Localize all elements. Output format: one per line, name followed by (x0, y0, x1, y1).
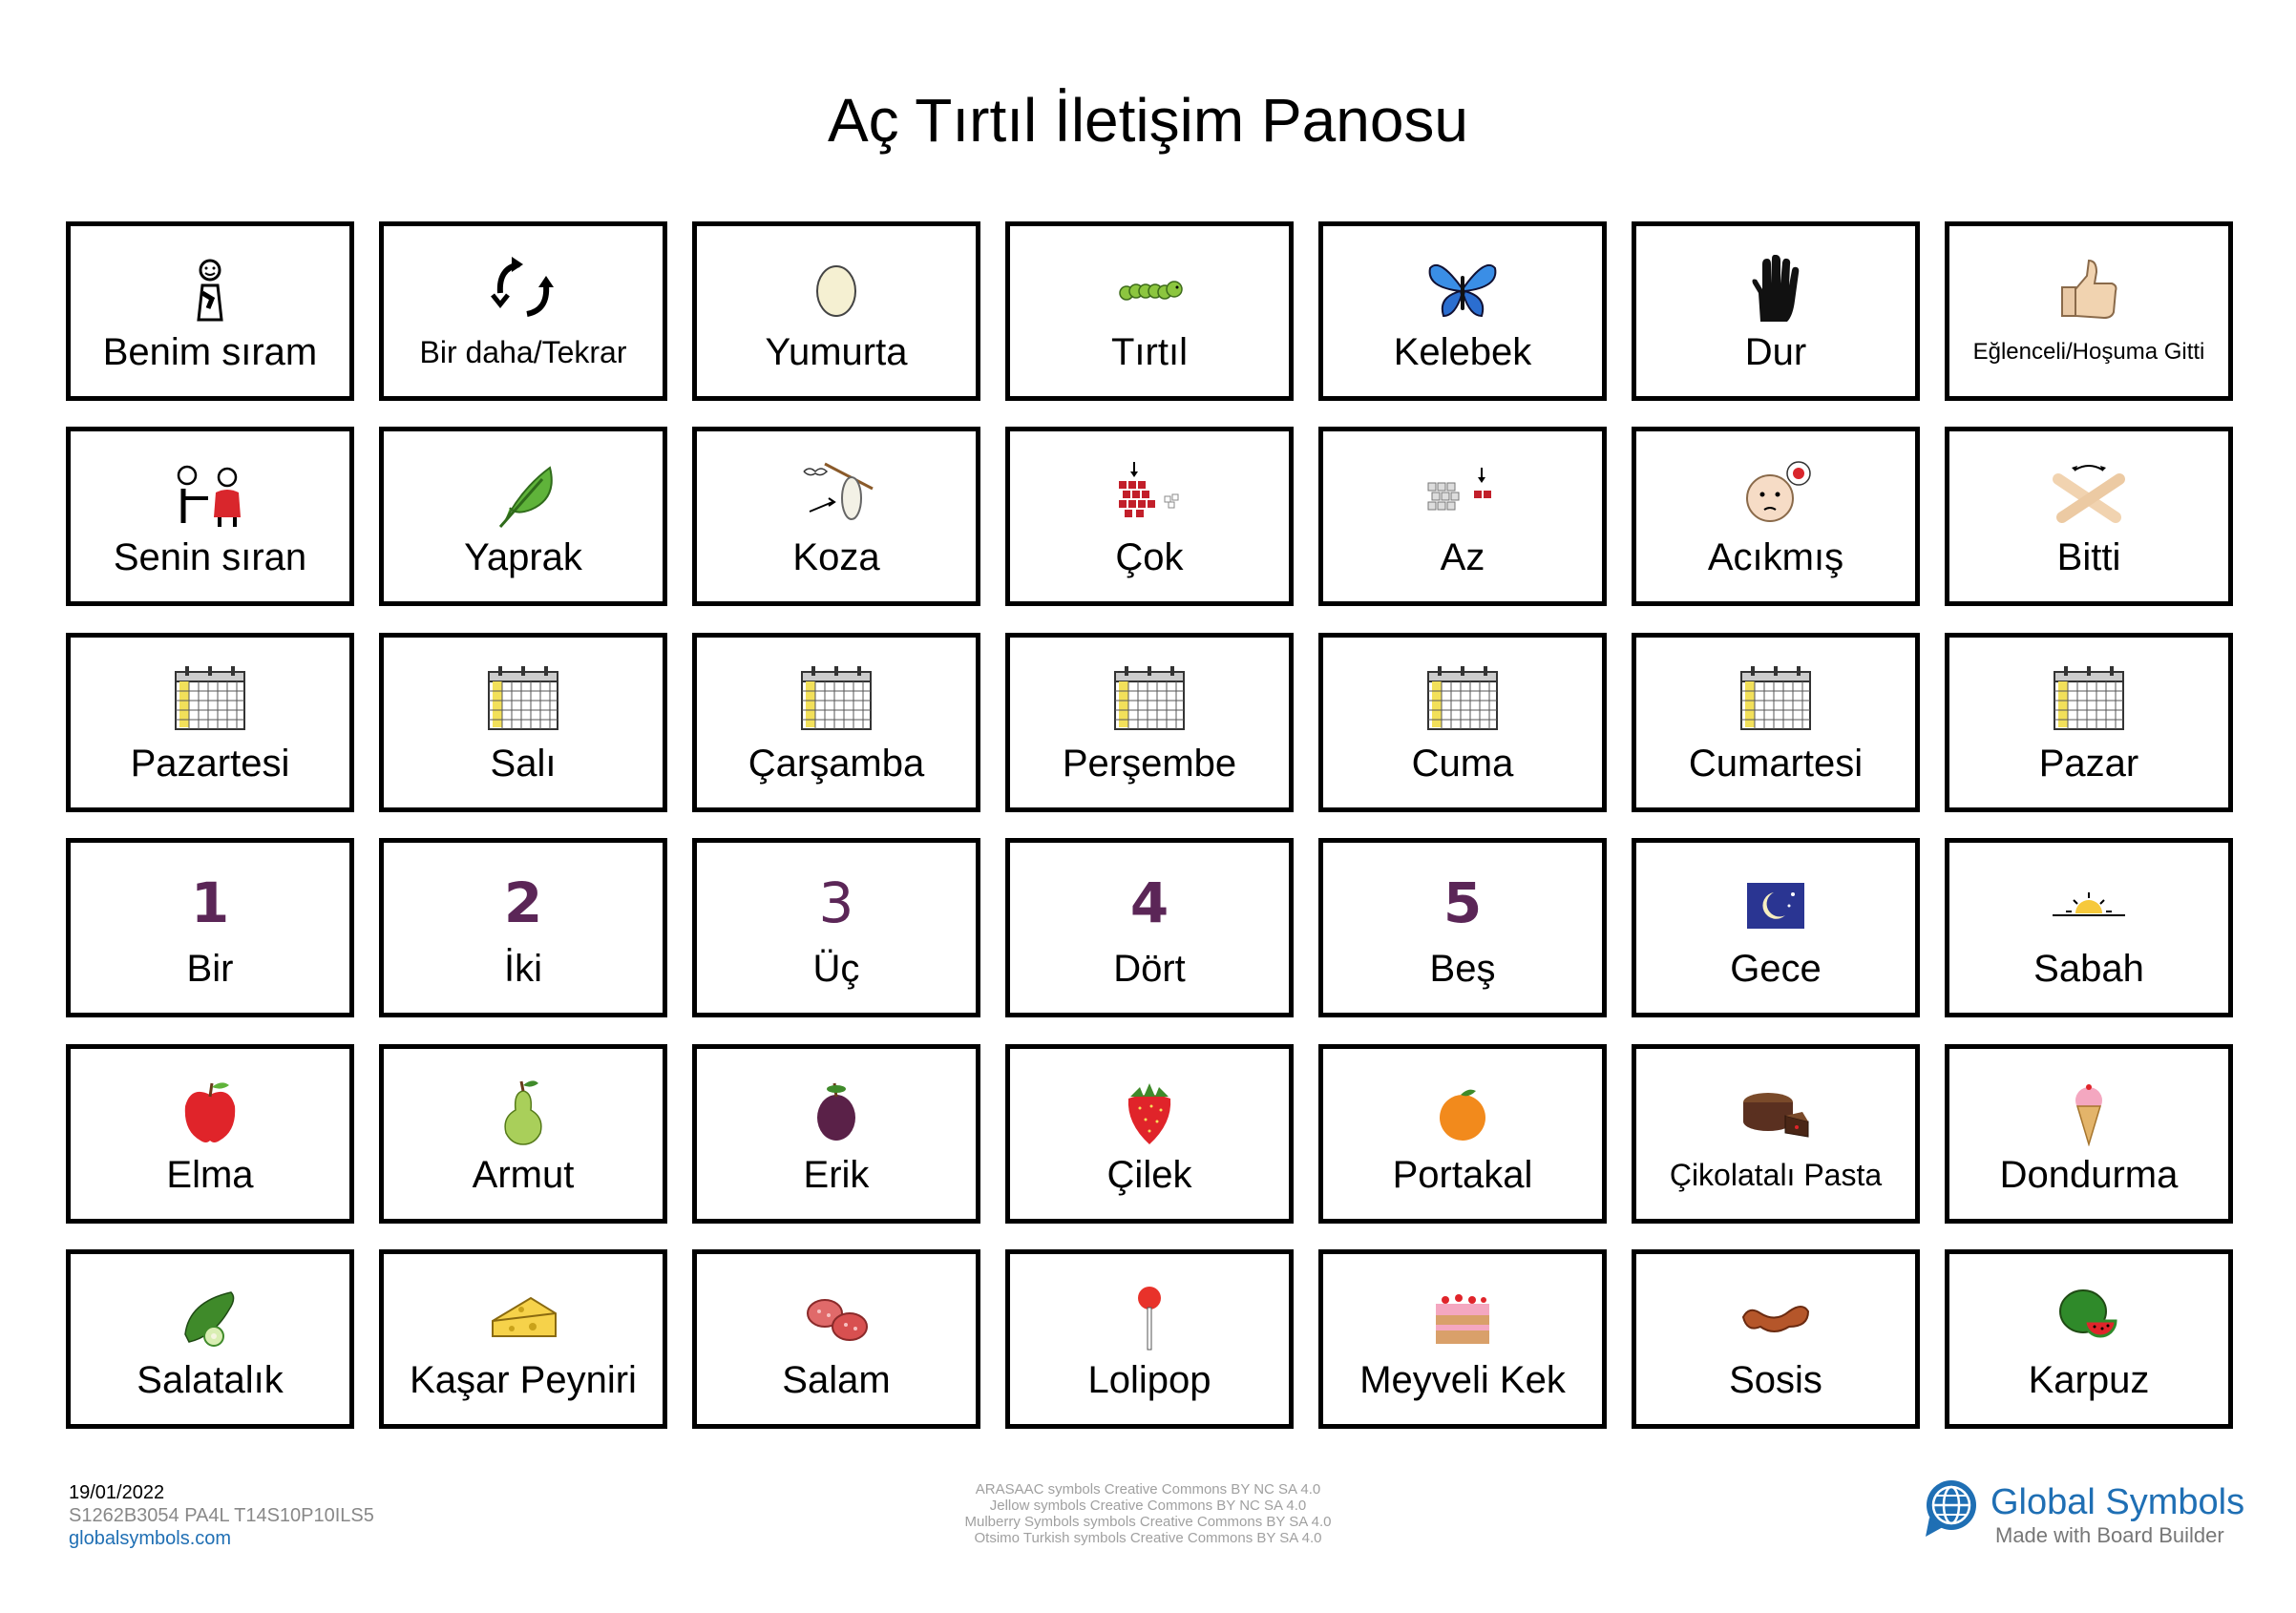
calendar-icon (1109, 666, 1190, 735)
symbol-cell-cumartesi[interactable] (1632, 633, 1920, 812)
board-title: Aç Tırtıl İletişim Panosu (827, 86, 1469, 155)
symbol-cell-karpuz[interactable] (1945, 1249, 2233, 1429)
symbol-cell-bir-daha-tekrar[interactable] (379, 221, 667, 401)
symbol-cell-pazar[interactable] (1945, 633, 2233, 812)
sausage-icon (1736, 1283, 1816, 1351)
symbol-cell-portakal[interactable] (1318, 1044, 1607, 1224)
fruit-cake-icon (1422, 1283, 1503, 1351)
cell-label: Salam (782, 1358, 891, 1401)
symbol-cell-az[interactable] (1318, 427, 1607, 606)
symbol-cell-sali[interactable] (379, 633, 667, 812)
lollipop-icon (1109, 1283, 1190, 1351)
cell-label: Cuma (1411, 742, 1514, 785)
brand-name: Global Symbols (1991, 1482, 2245, 1522)
cell-label: Cumartesi (1688, 742, 1864, 785)
symbol-cell-sosis[interactable] (1632, 1249, 1920, 1429)
cell-label: Sabah (2033, 948, 2144, 991)
calendar-icon (2049, 666, 2129, 735)
cell-label: Acıkmış (1707, 536, 1844, 579)
symbol-cell-salatalik[interactable] (66, 1249, 354, 1429)
cell-label: Portakal (1392, 1153, 1533, 1196)
symbol-cell-koza[interactable] (692, 427, 980, 606)
cell-label: Perşembe (1062, 742, 1237, 785)
symbol-cell-benim-siram[interactable] (66, 221, 354, 401)
symbol-cell-carsamba[interactable] (692, 633, 980, 812)
hungry-face-icon (1736, 460, 1816, 529)
cell-label: Benim sıram (102, 331, 318, 373)
symbol-cell-meyveli-kek[interactable] (1318, 1249, 1607, 1429)
symbol-cell-persembe[interactable] (1005, 633, 1294, 812)
footer-site-link[interactable]: globalsymbols.com (69, 1528, 232, 1549)
cell-label: Kelebek (1393, 331, 1532, 373)
credit-line: Mulberry Symbols symbols Creative Commons BY SA 4.0 (964, 1514, 1332, 1530)
footer-board-code: S1262B3054 PA4L T14S10P10ILS5 (69, 1505, 374, 1526)
symbol-cell-bes[interactable] (1318, 838, 1607, 1017)
cell-label: Karpuz (2028, 1358, 2150, 1401)
cell-label: Çilek (1106, 1153, 1192, 1196)
finished-crossed-arms-icon (2049, 460, 2129, 529)
symbol-cell-cok[interactable] (1005, 427, 1294, 606)
cell-label: Pazartesi (130, 742, 290, 785)
cell-label: Tırtıl (1111, 331, 1188, 373)
symbol-cell-yumurta[interactable] (692, 221, 980, 401)
orange-icon (1422, 1078, 1503, 1146)
repeat-arrows-icon (483, 255, 563, 324)
symbol-cell-dondurma[interactable] (1945, 1044, 2233, 1224)
symbol-cell-cilek[interactable] (1005, 1044, 1294, 1224)
few-items-icon (1422, 460, 1503, 529)
cell-label: Çikolatalı Pasta (1669, 1157, 1883, 1192)
numeral-symbol: 1 (190, 870, 230, 936)
your-turn-people-icon (170, 460, 250, 529)
sunrise-icon (2049, 871, 2129, 940)
apple-icon (170, 1078, 250, 1146)
symbol-cell-pazartesi[interactable] (66, 633, 354, 812)
cell-label: Beş (1429, 948, 1496, 991)
symbol-cell-yaprak[interactable] (379, 427, 667, 606)
cell-label: Dondurma (1999, 1153, 2179, 1196)
cell-label: İki (504, 948, 542, 991)
credit-line: Otsimo Turkish symbols Creative Commons BY SA 4.0 (974, 1530, 1322, 1546)
symbol-cell-tirtil[interactable] (1005, 221, 1294, 401)
symbol-cell-armut[interactable] (379, 1044, 667, 1224)
numeral-symbol: 5 (1443, 870, 1483, 936)
symbol-cell-kasar-peyniri[interactable] (379, 1249, 667, 1429)
cell-label: Çok (1115, 536, 1184, 579)
cell-label: Salatalık (137, 1358, 284, 1401)
brand-tagline: Made with Board Builder (1995, 1523, 2224, 1547)
numeral-symbol: 4 (1129, 870, 1169, 936)
symbol-cell-elma[interactable] (66, 1044, 354, 1224)
pear-icon (483, 1078, 563, 1146)
cell-label: Bitti (2056, 536, 2121, 579)
cell-label: Dört (1113, 948, 1186, 991)
symbol-cell-cuma[interactable] (1318, 633, 1607, 812)
cell-label: Gece (1730, 948, 1822, 991)
cell-label: Erik (803, 1153, 870, 1196)
calendar-icon (483, 666, 563, 735)
cell-label: Az (1440, 536, 1485, 579)
symbol-cell-eglenceli-hosuma-gitti[interactable] (1945, 221, 2233, 401)
me-turn-person-icon (170, 255, 250, 324)
symbol-cell-erik[interactable] (692, 1044, 980, 1224)
cell-label: Lolipop (1087, 1358, 1211, 1401)
communication-board-grid (66, 221, 2231, 1429)
many-items-icon (1109, 460, 1190, 529)
cell-label: Çarşamba (748, 742, 925, 785)
symbol-cell-senin-siran[interactable] (66, 427, 354, 606)
caterpillar-icon (1109, 255, 1190, 324)
cell-label: Dur (1744, 331, 1807, 373)
calendar-icon (796, 666, 876, 735)
credit-line: ARASAAC symbols Creative Commons BY NC SA 4.0 (975, 1481, 1321, 1498)
symbol-cell-uc[interactable] (692, 838, 980, 1017)
calendar-icon (1736, 666, 1816, 735)
cell-label: Koza (792, 536, 880, 579)
cell-label: Üç (812, 948, 860, 991)
credit-line: Jellow symbols Creative Commons BY NC SA 4.0 (989, 1498, 1307, 1514)
symbol-cell-lolipop[interactable] (1005, 1249, 1294, 1429)
symbol-cell-iki[interactable] (379, 838, 667, 1017)
leaf-icon (483, 460, 563, 529)
license-credits (859, 1481, 1437, 1546)
symbol-cell-bir[interactable] (66, 838, 354, 1017)
symbol-cell-salam[interactable] (692, 1249, 980, 1429)
ice-cream-icon (2049, 1078, 2129, 1146)
cell-label: Salı (490, 742, 557, 785)
cell-label: Armut (472, 1153, 575, 1196)
cell-label: Elma (166, 1153, 254, 1196)
symbol-cell-cikolatali-pasta[interactable] (1632, 1044, 1920, 1224)
butterfly-icon (1422, 255, 1503, 324)
cell-label: Kaşar Peyniri (410, 1358, 637, 1401)
cell-label: Yaprak (464, 536, 582, 579)
thumbs-up-icon (2049, 255, 2129, 324)
watermelon-icon (2049, 1283, 2129, 1351)
cell-label: Bir daha/Tekrar (419, 335, 627, 369)
global-symbols-brand (1924, 1479, 2245, 1556)
symbol-cell-kelebek[interactable] (1318, 221, 1607, 401)
calendar-icon (1422, 666, 1503, 735)
footer-date: 19/01/2022 (69, 1482, 165, 1503)
salami-icon (796, 1283, 876, 1351)
plum-icon (796, 1078, 876, 1146)
cell-label: Yumurta (765, 331, 908, 373)
cell-label: Pazar (2038, 742, 2139, 785)
calendar-icon (170, 666, 250, 735)
numeral-symbol: 3 (818, 870, 854, 936)
globe-logo-icon (1924, 1479, 1979, 1539)
cucumber-icon (170, 1283, 250, 1351)
chocolate-cake-icon (1736, 1078, 1816, 1146)
cell-label: Eğlenceli/Hoşuma Gitti (1972, 339, 2205, 365)
symbol-cell-dur[interactable] (1632, 221, 1920, 401)
symbol-cell-dort[interactable] (1005, 838, 1294, 1017)
symbol-cell-gece[interactable] (1632, 838, 1920, 1017)
cheese-icon (483, 1283, 563, 1351)
footer-info (69, 1481, 374, 1550)
egg-icon (796, 255, 876, 324)
cell-label: Bir (186, 948, 234, 991)
cocoon-icon (796, 460, 876, 529)
symbol-cell-sabah[interactable] (1945, 838, 2233, 1017)
night-moon-icon (1736, 871, 1816, 940)
symbol-cell-bitti[interactable] (1945, 427, 2233, 606)
stop-hand-icon (1736, 255, 1816, 324)
cell-label: Sosis (1729, 1358, 1822, 1401)
cell-label: Senin sıran (113, 536, 307, 579)
cell-label: Meyveli Kek (1359, 1358, 1566, 1401)
symbol-cell-acikmis[interactable] (1632, 427, 1920, 606)
numeral-symbol: 2 (503, 870, 543, 936)
strawberry-icon (1109, 1078, 1190, 1146)
